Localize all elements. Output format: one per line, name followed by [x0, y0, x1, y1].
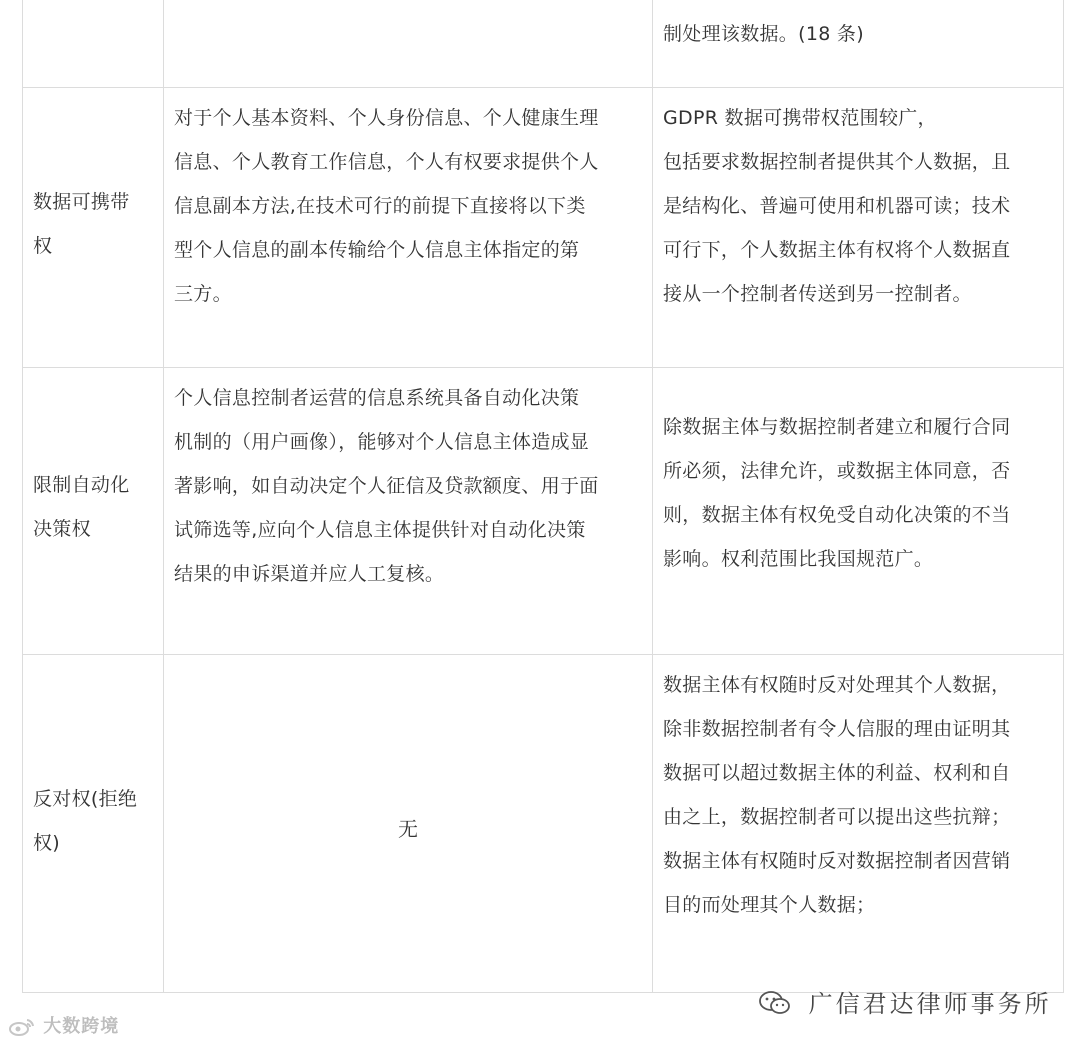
china-cell [164, 368, 653, 654]
cell-line: 机制的（用户画像），能够对个人信息主体造成显 [174, 431, 590, 453]
cell-line: 结果的申诉渠道并应人工复核。 [174, 563, 445, 585]
cell-line: 除数据主体与数据控制者建立和履行合同 [663, 416, 1011, 438]
cell-line: 制处理该数据。(18 条) [663, 23, 864, 45]
table-row [23, 654, 1063, 993]
cell-line: 是结构化、普遍可使用和机器可读；技术 [663, 195, 1011, 217]
cell-line: 个人信息控制者运营的信息系统具备自动化决策 [174, 387, 580, 409]
cell-line: 对于个人基本资料、个人身份信息、个人健康生理 [174, 107, 599, 129]
china-cell [164, 0, 653, 87]
cell-line: 权 [33, 235, 53, 257]
table-row [23, 0, 1063, 87]
cell-line: 信息、个人教育工作信息，个人有权要求提供个人 [174, 151, 599, 173]
cell-line: 权) [33, 832, 61, 854]
cell-line: 影响。权利范围比我国规范广。 [663, 548, 934, 570]
cell-line: 数据可携带 [33, 191, 130, 213]
gdpr-cell [653, 655, 1065, 993]
cell-line: 决策权 [33, 518, 91, 540]
gdpr-cell [653, 0, 1065, 87]
label-cell [23, 655, 164, 993]
table-row [23, 87, 1063, 367]
publisher-watermark [758, 984, 1052, 1019]
label-cell [23, 368, 164, 654]
china-cell [164, 655, 653, 993]
gdpr-cell [653, 368, 1065, 654]
watermark-right-text: 广信君达律师事务所 [808, 990, 1052, 1018]
cell-line: 数据主体有权随时反对处理其个人数据， [663, 674, 1011, 696]
cell-line: 反对权(拒绝 [33, 788, 138, 810]
cell-line: 三方。 [174, 283, 232, 305]
china-cell [164, 88, 653, 367]
cell-line: 可行下，个人数据主体有权将个人数据直 [663, 239, 1011, 261]
wechat-logo-icon [758, 990, 792, 1016]
cell-line: 则，数据主体有权免受自动化决策的不当 [663, 504, 1011, 526]
cell-line: 数据可以超过数据主体的利益、权利和自 [663, 762, 1011, 784]
source-watermark [8, 1012, 119, 1038]
label-cell [23, 0, 164, 87]
cell-line: 接从一个控制者传送到另一控制者。 [663, 283, 972, 305]
cell-line: 限制自动化 [33, 474, 130, 496]
cell-line: 除非数据控制者有令人信服的理由证明其 [663, 718, 1011, 740]
middle-text: 无 [398, 817, 418, 841]
cell-line: 所必须，法律允许，或数据主体同意，否 [663, 460, 1011, 482]
cell-line: 由之上，数据控制者可以提出这些抗辩； [663, 806, 1011, 828]
weibo-logo-icon [8, 1017, 36, 1037]
cell-line: 试筛选等,应向个人信息主体提供针对自动化决策 [174, 519, 586, 541]
table-row [23, 367, 1063, 654]
cell-line: 著影响，如自动决定个人征信及贷款额度、用于面 [174, 475, 599, 497]
cell-line: 包括要求数据控制者提供其个人数据，且 [663, 151, 1011, 173]
gdpr-cell [653, 88, 1065, 367]
rights-comparison-table [22, 0, 1064, 993]
cell-line: 数据主体有权随时反对数据控制者因营销 [663, 850, 1011, 872]
cell-line: 型个人信息的副本传输给个人信息主体指定的第 [174, 239, 580, 261]
label-cell [23, 88, 164, 367]
cell-line: GDPR 数据可携带权范围较广， [663, 107, 937, 129]
cell-line: 目的而处理其个人数据； [663, 894, 876, 916]
cell-line: 信息副本方法,在技术可行的前提下直接将以下类 [174, 195, 586, 217]
watermark-left-text: 大数跨境 [43, 1016, 120, 1037]
